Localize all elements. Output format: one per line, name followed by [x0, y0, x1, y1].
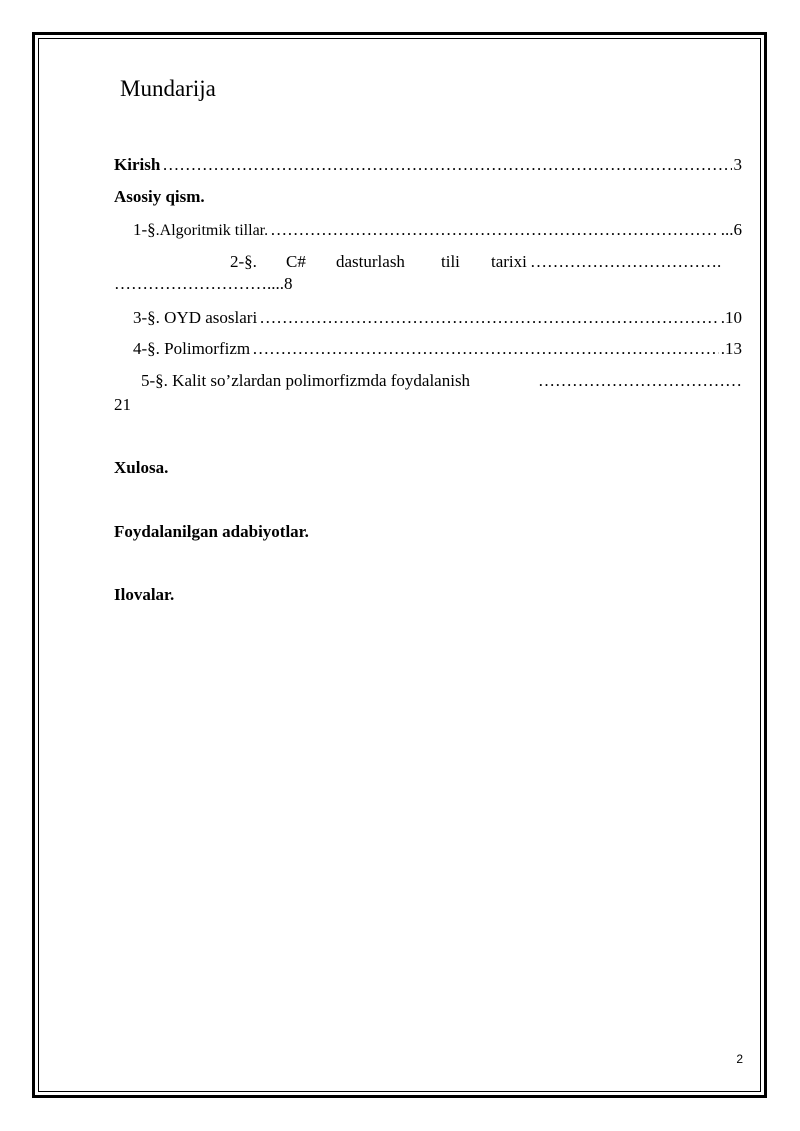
toc-page-number: 3 [733, 155, 742, 174]
toc-section-asosiy: Asosiy qism. [114, 187, 205, 206]
toc-entry-kirish[interactable] [114, 155, 742, 175]
toc-entry-5[interactable] [141, 371, 742, 391]
section-number: 1-§ [133, 220, 156, 239]
toc-entry-label-group [141, 371, 470, 391]
leader-dots [252, 339, 719, 359]
toc-entry-2-continuation: ………………………....8 [114, 274, 293, 293]
toc-entry-1[interactable] [133, 220, 742, 240]
leader-dots [162, 155, 731, 175]
section-number: 4-§ [133, 339, 156, 358]
toc-entry-2-word3: tili [441, 252, 460, 271]
leader-dots [270, 220, 719, 240]
toc-entry-3[interactable] [133, 308, 742, 328]
toc-page-number: 21 [114, 395, 131, 414]
toc-page-number: ...6 [720, 220, 742, 239]
toc-entry-label: . OYD asoslari [155, 308, 258, 327]
toc-section-xulosa[interactable]: Xulosa. [114, 458, 169, 477]
toc-entry-2-word2: dasturlash [336, 252, 405, 271]
section-number: 2-§ [230, 252, 253, 271]
toc-section-ilovalar[interactable]: Ilovalar. [114, 585, 175, 604]
leader-dots: ……………………………. [530, 252, 722, 271]
toc-entry-2-word1: C# [286, 252, 306, 271]
toc-entry-2-num [230, 252, 257, 272]
toc-title: Mundarija [120, 76, 216, 101]
toc-page-number: .10 [720, 308, 742, 327]
toc-entry-label: . Polimorfizm [155, 339, 251, 358]
toc-entry-4[interactable] [133, 339, 742, 359]
toc-entry-label: . Kalit so’zlardan polimorfizmda foydalanish [163, 371, 471, 390]
toc-section-adabiyotlar[interactable]: Foydalanilgan adabiyotlar. [114, 522, 309, 541]
leader-dots [259, 308, 719, 328]
toc-entry-label: Kirish [114, 155, 161, 174]
toc-page-number: .13 [720, 339, 742, 358]
toc-entry-label: .Algoritmik tillar. [155, 222, 269, 239]
toc-entry-2-word4: tarixi [491, 252, 527, 271]
leader-dots: ……………………………… [538, 371, 742, 390]
page-number: 2 [736, 1052, 743, 1066]
section-dot: . [252, 252, 257, 271]
section-number: 5-§ [141, 371, 164, 390]
section-number: 3-§ [133, 308, 156, 327]
